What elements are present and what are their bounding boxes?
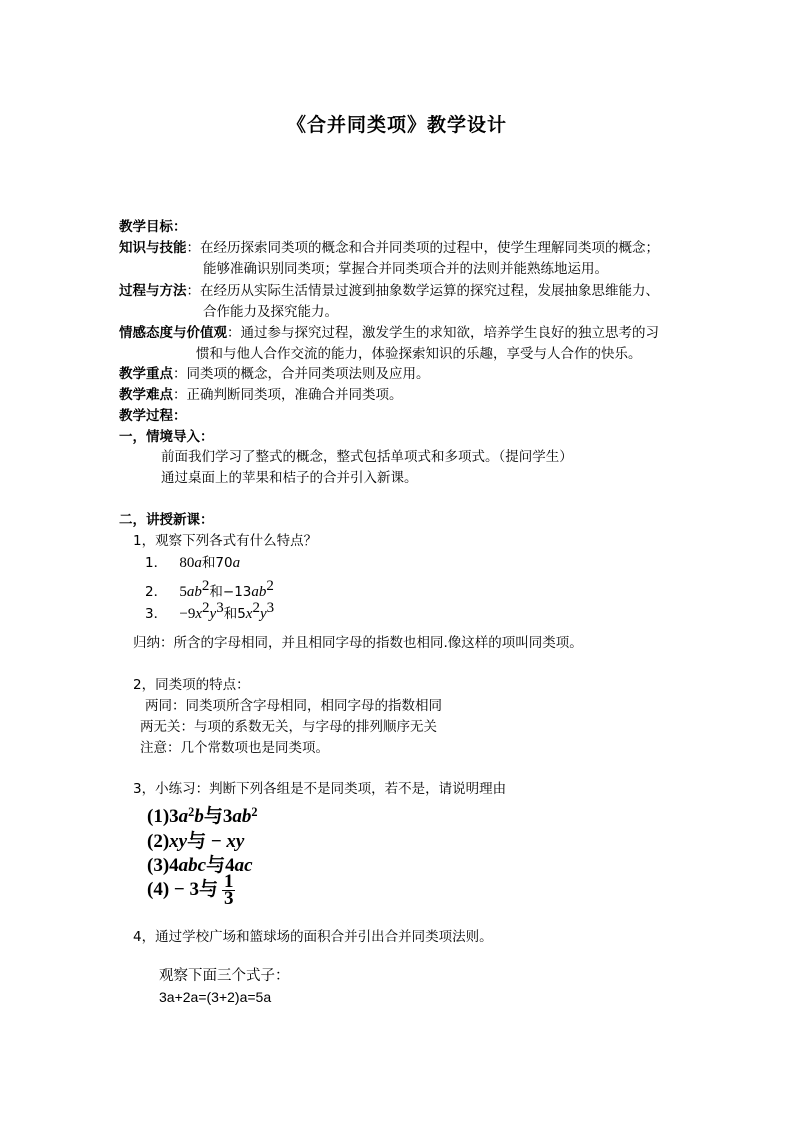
observe-text: 观察下面三个式子：	[159, 968, 290, 984]
section1-line1: 前面我们学习了整式的概念，整式包括单项式和多项式。（提问学生）	[161, 449, 573, 465]
var: ab	[186, 584, 202, 600]
page-title: 《合并同类项》教学设计	[286, 114, 507, 136]
exponent: 3	[266, 600, 275, 616]
item-number: 1．	[145, 555, 168, 571]
exponent: 2	[201, 578, 210, 594]
exponent: 2	[252, 600, 260, 616]
process-label: 过程与方法	[119, 283, 187, 299]
fraction-numerator: 1	[223, 871, 234, 893]
term: −9	[179, 606, 196, 622]
key-points	[119, 364, 430, 384]
exponent: 3	[216, 600, 224, 616]
exercise-3	[147, 850, 253, 877]
exercise-1	[147, 801, 258, 828]
exercise-2	[147, 826, 244, 853]
exponent: 2	[202, 600, 210, 616]
two-irrelevant: 两无关：与项的系数无关，与字母的排列顺序无关	[140, 719, 437, 735]
ex-part: 与4	[206, 855, 235, 876]
var: y	[259, 606, 267, 622]
item-3	[145, 598, 274, 624]
ex-var: ab	[232, 806, 252, 827]
ex-exponent: 2	[188, 805, 195, 819]
item-number: 2．	[145, 584, 168, 600]
var: ab	[251, 584, 267, 600]
var: y	[209, 606, 217, 622]
ex-part: 与3	[203, 806, 233, 827]
ex-var: xy	[169, 831, 188, 852]
question-1: 1，观察下列各式有什么特点？	[133, 533, 318, 549]
ex-part: (2)	[147, 831, 170, 852]
item-1	[145, 553, 240, 573]
summary: 归纳：所含的字母相同，并且相同字母的指数也相同.像这样的项叫同类项。	[133, 635, 583, 651]
term: 80	[179, 555, 195, 571]
key-label: 教学重点	[119, 366, 173, 382]
term: 和5	[223, 606, 246, 622]
ex-part: 与 −	[187, 831, 227, 852]
fraction	[222, 871, 236, 910]
note: 注意：几个常数项也是同类项。	[140, 740, 329, 756]
ex-part: (1)3	[147, 806, 179, 827]
ex-var: b	[194, 806, 204, 827]
emotion-line1	[119, 323, 659, 343]
knowledge-line1	[119, 238, 659, 258]
emotion-line2: 惯和与他人合作交流的能力，体验探索知识的乐趣，享受与人合作的快乐。	[196, 346, 642, 362]
difficulty-text: ：正确判断同类项，准确合并同类项。	[173, 387, 403, 403]
process-text: ：在经历从实际生活情景过渡到抽象数学运算的探究过程，发展抽象思维能力、	[186, 283, 659, 299]
key-text: ：同类项的概念，合并同类项法则及应用。	[173, 366, 430, 382]
ex-part: (4) − 3与	[147, 879, 218, 900]
term: 和70	[201, 555, 233, 571]
section1-line2: 通过桌面上的苹果和桔子的合并引入新课。	[161, 470, 418, 486]
ex-var: abc	[178, 855, 207, 876]
fraction-denominator: 3	[223, 888, 234, 910]
process-heading: 教学过程：	[119, 408, 187, 424]
var: a	[194, 555, 202, 571]
var: x	[195, 606, 203, 622]
exponent: 2	[266, 578, 274, 594]
process-line1	[119, 281, 659, 301]
var: x	[245, 606, 253, 622]
difficulty-points	[119, 385, 403, 405]
difficulty-label: 教学难点	[119, 387, 173, 403]
question-3: 3，小练习：判断下列各组是不是同类项，若不是，请说明理由	[133, 781, 507, 797]
question-4: 4，通过学校广场和篮球场的面积合并引出合并同类项法则。	[133, 929, 493, 945]
knowledge-label: 知识与技能	[119, 240, 187, 256]
objectives-heading: 教学目标：	[119, 219, 187, 235]
knowledge-line2: 能够准确识别同类项；掌握合并同类项合并的法则并能熟练地运用。	[203, 261, 608, 277]
term: 5	[179, 584, 187, 600]
section1-heading: 一，情境导入：	[119, 429, 214, 445]
process-line2: 合作能力及探究能力。	[203, 304, 338, 320]
ex-var: xy	[226, 831, 245, 852]
var: a	[232, 555, 241, 571]
emotion-label: 情感态度与价值观	[119, 325, 227, 341]
ex-part: (3)4	[147, 855, 179, 876]
term: 和−13	[209, 584, 252, 600]
two-same: 两同：同类项所含字母相同，相同字母的指数相同	[145, 698, 442, 714]
ex-exponent: 2	[251, 805, 258, 819]
ex-var: a	[178, 806, 189, 827]
knowledge-text: ：在经历探索同类项的概念和合并同类项的过程中，使学生理解同类项的概念；	[186, 240, 659, 256]
section2-heading: 二，讲授新课：	[119, 512, 214, 528]
question-2: 2，同类项的特点：	[133, 677, 250, 693]
equation-1: 3a+2a=(3+2)a=5a	[159, 989, 272, 1005]
emotion-text: ：通过参与探究过程，激发学生的求知欲，培养学生良好的独立思考的习	[227, 325, 659, 341]
exercise-4	[147, 871, 235, 910]
item-number: 3．	[145, 606, 168, 622]
ex-var: ac	[234, 855, 253, 876]
